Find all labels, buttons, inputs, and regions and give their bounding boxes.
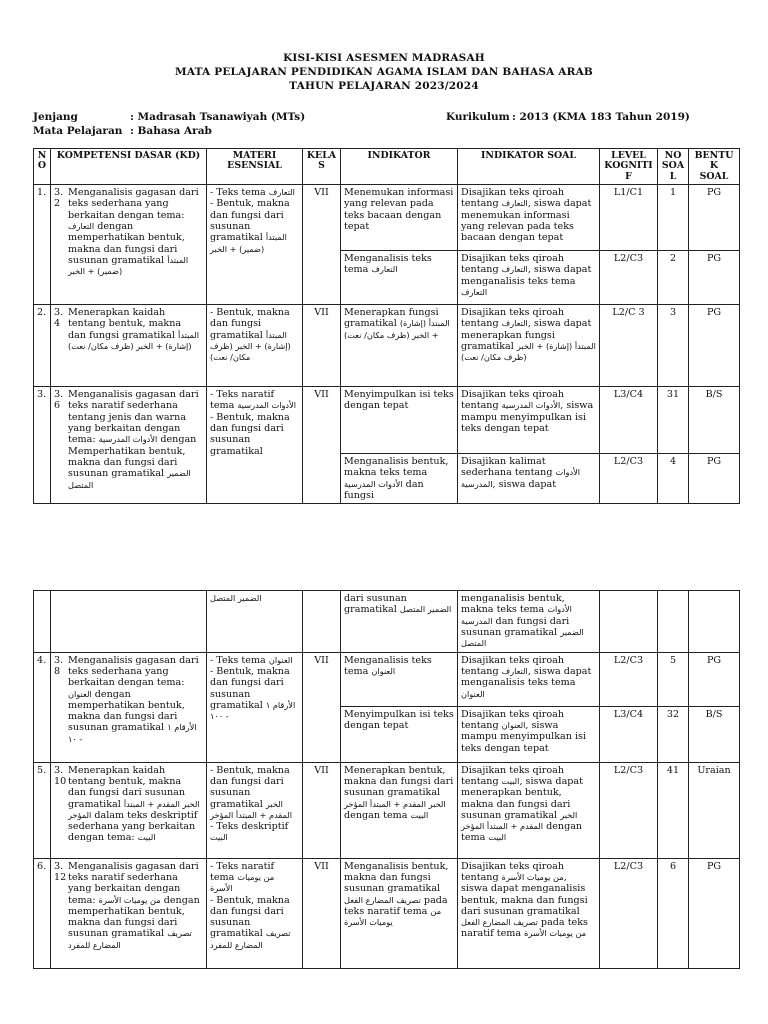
table-row <box>34 591 740 653</box>
table-row <box>34 652 740 706</box>
level-cell: L2/C3 <box>600 454 658 504</box>
indikator-cell: Menganalisis bentuk, makna dan fungsi susunan gramatikal تصريف المضارع الفعل pada teks naratif tema من يوميات الأسرة <box>341 858 458 968</box>
row-no: 2. <box>34 305 51 387</box>
table-row <box>34 387 740 454</box>
indikator-soal-cell: Disajikan teks qiroah tentang التعارف, siswa dapat menganalisis teks tema التعارف <box>458 251 600 305</box>
col-materi: MATERI ESENSIAL <box>207 149 303 185</box>
level-cell: L3/C4 <box>600 706 658 762</box>
no-soal-cell: 3 <box>658 305 689 387</box>
kelas-cell: VII <box>303 305 341 387</box>
materi-cell: - Teks naratif tema من يوميات الأسرة - Bentuk, makna dan fungsi dari susunan gramatikal تصريف المضارع للمفرد <box>207 858 303 968</box>
indikator-soal-cell: Disajikan teks qiroah tentang التعارف, siswa dapat menganalisis teks tema العنوان <box>458 652 600 706</box>
col-bentuk-soal: BENTUK SOAL <box>689 149 740 185</box>
kd-cell: 3.2Menganalisis gagasan dari teks sederhana yang berkaitan dengan tema: التعارف dengan memperhatikan bentuk, makna dan fungsi dari susunan gramatikal المبتدأ (ضمير) + الخبر <box>51 185 207 305</box>
indikator-cell: Menganalisis teks tema التعارف <box>341 251 458 305</box>
kd-cell: 3.12Menganalisis gagasan dari teks naratif sederhana yang berkaitan dengan tema: من يوميات الأسرة dengan memperhatikan bentuk, makna dan fungsi dari susunan gramatikal تصريف المضارع للمفرد <box>51 858 207 968</box>
col-level: LEVEL KOGNITIF <box>600 149 658 185</box>
no-soal-cell: 32 <box>658 706 689 762</box>
level-cell: L2/C3 <box>600 251 658 305</box>
row-no: 3. <box>34 387 51 504</box>
kelas-cell: VII <box>303 387 341 504</box>
col-kelas: KELAS <box>303 149 341 185</box>
materi-cell: - Bentuk, makna dan fungsi gramatikal المبتدأ (إشارة) + الخبر (ظرف مكان/ نعت) <box>207 305 303 387</box>
indikator-soal-cell: Disajikan teks qiroah tentang الأدوات المدرسية, siswa mampu menyimpulkan isi teks dengan tepat <box>458 387 600 454</box>
table-row <box>34 305 740 387</box>
doc-title-line3: TAHUN PELAJARAN 2023/2024 <box>289 80 479 92</box>
indikator-soal-cell: Disajikan teks qiroah tentang التعارف, siswa dapat menemukan informasi yang relevan pada teks bacaan dengan tepat <box>458 185 600 251</box>
bentuk-soal-cell: PG <box>689 305 740 387</box>
no-soal-cell: 2 <box>658 251 689 305</box>
materi-cell: - Teks tema التعارف - Bentuk, makna dan fungsi dari susunan gramatikal المبتدأ (ضمير) + الخبر <box>207 185 303 305</box>
bentuk-soal-cell: PG <box>689 185 740 251</box>
kd-cell: 3.10Menerapkan kaidah tentang bentuk, makna dan fungsi dari susunan gramatikal الخبر المقدم + المبتدأ المؤخر dalam teks deskriptif sederhana yang berkaitan dengan tema: البيت <box>51 762 207 858</box>
no-soal-cell: 5 <box>658 652 689 706</box>
kisi-kisi-table-page1 <box>33 148 740 504</box>
jenjang-value: : Madrasah Tsanawiyah (MTs) <box>130 111 306 123</box>
indikator-soal-cell: Disajikan teks qiroah tentang من يوميات الأسرة, siswa dapat menganalisis bentuk, makna dan fungsi dari susunan gramatikal تصريف المضارع الفعل pada teks naratif tema من يوميات الأسرة <box>458 858 600 968</box>
kd-cell: 3.8Menganalisis gagasan dari teks sederhana yang berkaitan dengan tema: العنوان dengan memperhatikan bentuk, makna dan fungsi dari susunan gramatikal الأرقام ١ - ١٠ <box>51 652 207 762</box>
indikator-soal-cell: Disajikan kalimat sederhana tentang الأدوات المدرسية, siswa dapat <box>458 454 600 504</box>
indikator-soal-cell: Disajikan teks qiroah tentang العنوان, siswa mampu menyimpulkan isi teks dengan tepat <box>458 706 600 762</box>
indikator-soal-cell: menganalisis bentuk, makna teks tema الأدوات المدرسية dan fungsi dari susunan gramatikal الضمير المتصل <box>458 591 600 653</box>
no-soal-cell: 1 <box>658 185 689 251</box>
row-no: 5. <box>34 762 51 858</box>
kurikulum-value: : 2013 (KMA 183 Tahun 2019) <box>512 111 690 123</box>
no-soal-cell: 41 <box>658 762 689 858</box>
indikator-soal-cell: Disajikan teks qiroah tentang التعارف, siswa dapat menerapkan fungsi gramatikal المبتدأ (إشارة) + الخبر (ظرف مكان/ نعت) <box>458 305 600 387</box>
kelas-cell: VII <box>303 858 341 968</box>
kisi-kisi-table-page2 <box>33 590 740 969</box>
kelas-cell: VII <box>303 762 341 858</box>
col-indikator: INDIKATOR <box>341 149 458 185</box>
doc-title-line1: KISI-KISI ASESMEN MADRASAH <box>283 52 485 64</box>
jenjang-label: Jenjang <box>33 111 78 123</box>
bentuk-soal-cell: B/S <box>689 387 740 454</box>
kd-cell: 3.4Menerapkan kaidah tentang bentuk, makna dan fungsi gramatikal المبتدأ (إشارة) + الخبر (ظرف مكان/ نعت) <box>51 305 207 387</box>
level-cell: L2/C3 <box>600 762 658 858</box>
mapel-label: Mata Pelajaran <box>33 125 123 137</box>
indikator-cell: Menyimpulkan isi teks dengan tepat <box>341 387 458 454</box>
col-kd: KOMPETENSI DASAR (KD) <box>51 149 207 185</box>
indikator-cell: Menemukan informasi yang relevan pada teks bacaan dengan tepat <box>341 185 458 251</box>
indikator-cell: dari susunan gramatikal الضمير المتصل <box>341 591 458 653</box>
level-cell: L2/C3 <box>600 652 658 706</box>
kurikulum-label: Kurikulum <box>446 111 510 123</box>
indikator-cell: Menerapkan bentuk, makna dan fungsi dari susunan gramatikal الخبر المقدم + المبتدأ المؤخر dengan tema البيت <box>341 762 458 858</box>
row-no: 6. <box>34 858 51 968</box>
materi-cell: - Bentuk, makna dan fungsi dari susunan gramatikal الخبر المقدم + المبتدأ المؤخر - Teks deskriptif البيت <box>207 762 303 858</box>
indikator-cell: Menerapkan fungsi gramatikal المبتدأ (إشارة) + الخبر (ظرف مكان/ نعت) <box>341 305 458 387</box>
materi-cell: الضمير المتصل <box>207 591 303 653</box>
indikator-soal-cell: Disajikan teks qiroah tentang البيت, siswa dapat menerapkan bentuk, makna dan fungsi dari susunan gramatikal الخبر المقدم + المبتدأ المؤخر dengan tema البيت <box>458 762 600 858</box>
doc-title-line2: MATA PELAJARAN PENDIDIKAN AGAMA ISLAM DAN BAHASA ARAB <box>175 66 593 78</box>
col-no-soal: NO SOAL <box>658 149 689 185</box>
bentuk-soal-cell: PG <box>689 251 740 305</box>
level-cell: L2/C3 <box>600 858 658 968</box>
row-no: 1. <box>34 185 51 305</box>
table-header-row <box>34 149 740 185</box>
col-indikator-soal: INDIKATOR SOAL <box>458 149 600 185</box>
bentuk-soal-cell: B/S <box>689 706 740 762</box>
table-row <box>34 185 740 251</box>
indikator-cell: Menganalisis bentuk, makna teks tema الأدوات المدرسية dan fungsi <box>341 454 458 504</box>
table-row <box>34 762 740 858</box>
indikator-cell: Menganalisis teks tema العنوان <box>341 652 458 706</box>
level-cell: L3/C4 <box>600 387 658 454</box>
no-soal-cell: 6 <box>658 858 689 968</box>
table-row <box>34 858 740 968</box>
no-soal-cell: 31 <box>658 387 689 454</box>
materi-cell: - Teks tema العنوان - Bentuk, makna dan fungsi dari susunan gramatikal الأرقام ١ - ١٠٠ <box>207 652 303 762</box>
row-no: 4. <box>34 652 51 762</box>
mapel-value: : Bahasa Arab <box>130 125 212 137</box>
bentuk-soal-cell: PG <box>689 652 740 706</box>
no-soal-cell: 4 <box>658 454 689 504</box>
indikator-cell: Menyimpulkan isi teks dengan tepat <box>341 706 458 762</box>
kd-cell: 3.6Menganalisis gagasan dari teks naratif sederhana tentang jenis dan warna yang berkaitan dengan tema: الأدوات المدرسية dengan Memperhatikan bentuk, makna dan fungsi dari susunan gramatikal الضمير المتصل <box>51 387 207 504</box>
bentuk-soal-cell: Uraian <box>689 762 740 858</box>
materi-cell: - Teks naratif tema الأدوات المدرسية - Bentuk, makna dan fungsi dari susunan gramatikal <box>207 387 303 504</box>
kelas-cell: VII <box>303 185 341 305</box>
col-no: NO <box>34 149 51 185</box>
bentuk-soal-cell: PG <box>689 858 740 968</box>
level-cell: L2/C 3 <box>600 305 658 387</box>
kelas-cell: VII <box>303 652 341 762</box>
bentuk-soal-cell: PG <box>689 454 740 504</box>
level-cell: L1/C1 <box>600 185 658 251</box>
